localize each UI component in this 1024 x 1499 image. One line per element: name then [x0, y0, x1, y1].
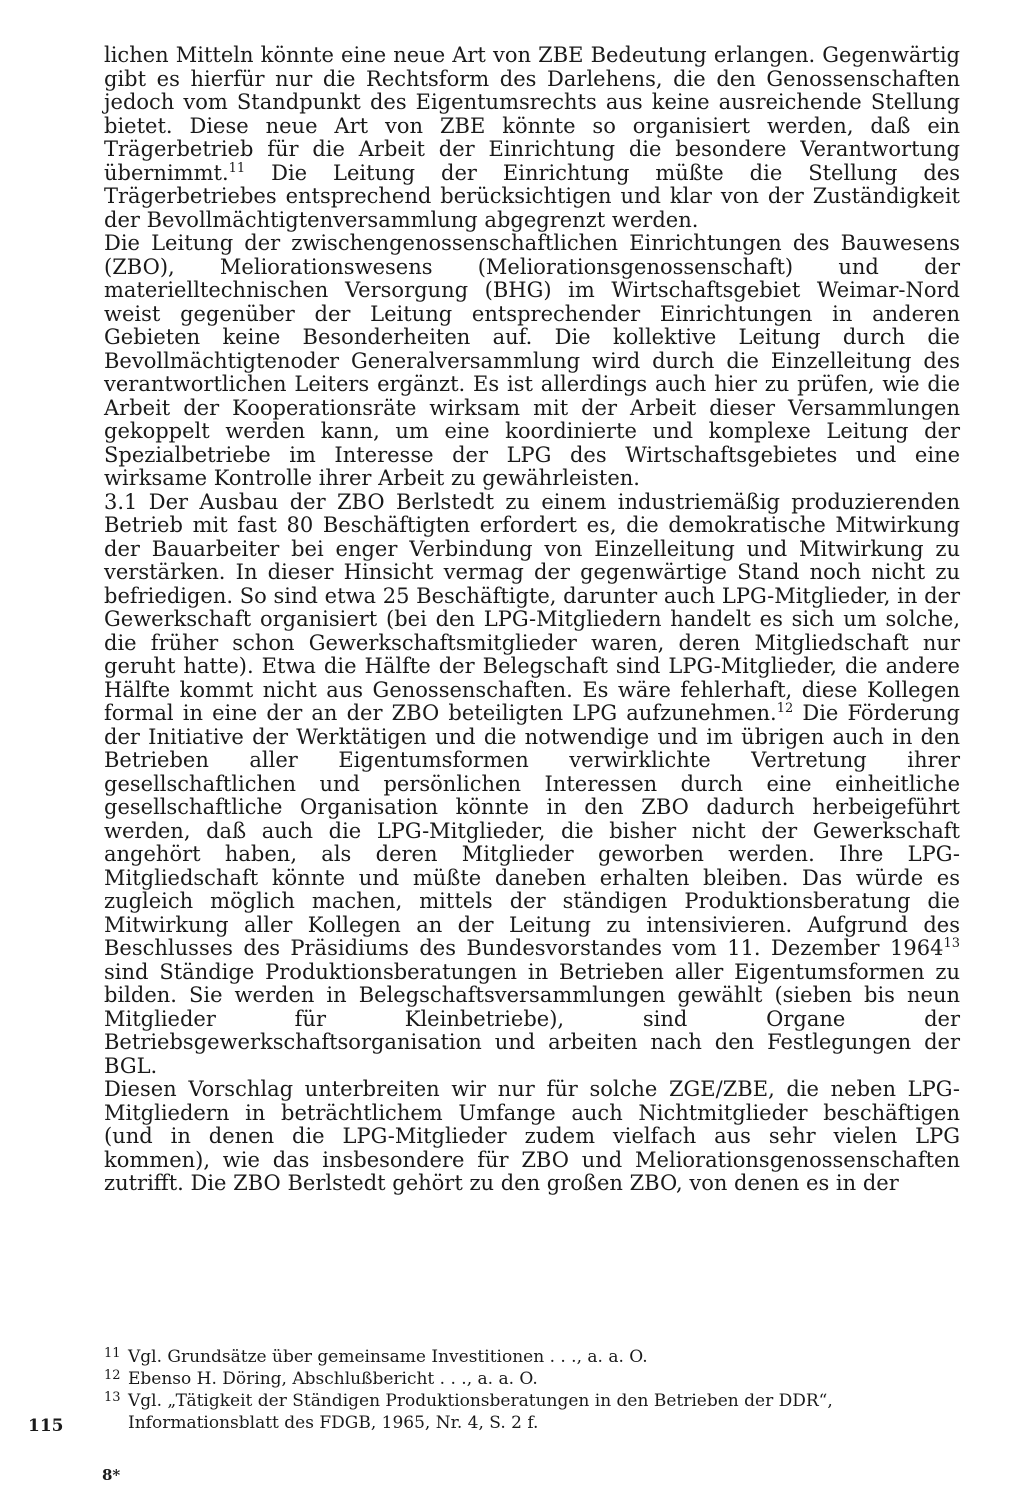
- footnote-text: Vgl. „Tätigkeit der Ständigen Produktionsberatungen in den Betrieben der DDR“, Informationsblatt des FDGB, 1965, Nr. 4, S. 2 f.: [128, 1391, 833, 1433]
- footnote-text: Vgl. Grundsätze über gemeinsame Investitionen . . ., a. a. O.: [128, 1347, 648, 1367]
- footnote-ref-12[interactable]: 12: [776, 701, 794, 716]
- footnote-text: Ebenso H. Döring, Abschlußbericht . . ., a. a. O.: [128, 1369, 538, 1389]
- main-text: [104, 44, 960, 1196]
- footnote-12: [104, 1368, 960, 1390]
- printer-signature-mark: 8*: [102, 1466, 121, 1484]
- footnotes: [104, 1346, 960, 1434]
- paragraph-4: Diesen Vorschlag unterbreiten wir nur für solche ZGE/ZBE, die neben LPG-Mitgliedern in beträchtlichem Umfange auch Nichtmitglieder beschäftigen (und in denen die LPG-Mitglieder zudem vielfach aus sehr vielen LPG kommen), wie das insbesondere für ZBO und Meliorationsgenossenschaften zutrifft. Die ZBO Berlstedt gehört zu den großen ZBO, von denen es in der: [104, 1077, 960, 1195]
- paragraph-3: [104, 491, 960, 1079]
- page-number: 115: [28, 1416, 64, 1436]
- footnote-number: 12: [104, 1368, 121, 1383]
- footnote-11: [104, 1346, 960, 1368]
- paragraph-3-text: 3.1 Der Ausbau der ZBO Berlstedt zu einem industriemäßig produzierenden Betrieb mit fast 80 Beschäftigten erfordert es, die demokratische Mitwirkung der Bauarbeiter bei enger Verbindung von Einzelleitung und Mitwirkung zu verstärken. In dieser Hinsicht vermag der gegenwärtige Stand noch nicht zu befriedigen. So sind etwa 25 Beschäftigte, darunter auch LPG-Mitglieder, in der Gewerkschaft organisiert (bei den LPG-Mitgliedern handelt es sich um solche, die früher schon Gewerkschaftsmitglieder waren, deren Mitgliedschaft nur geruht hatte). Etwa die Hälfte der Belegschaft sind LPG-Mitglieder, die andere Hälfte kommt nicht aus Genossenschaften. Es wäre fehlerhaft, diese Kollegen formal in eine der an der ZBO beteiligten LPG aufzunehmen.: [104, 489, 960, 725]
- footnote-13: [104, 1390, 960, 1434]
- paragraph-3-continued-2: sind Ständige Produktionsberatungen in Betrieben aller Eigentumsformen zu bilden. Sie werden in Belegschaftsversammlungen gewählt (sieben bis neun Mitglieder für Kleinbetriebe), sind Organe der Betriebsgewerkschaftsorganisation und arbeiten nach den Festlegungen der BGL.: [104, 959, 960, 1078]
- footnote-number: 11: [104, 1346, 121, 1361]
- paragraph-1: [104, 44, 960, 232]
- paragraph-1-text: lichen Mitteln könnte eine neue Art von ZBE Bedeutung erlangen. Gegenwärtig gibt es hierfür nur die Rechtsform des Darlehens, die den Genossenschaften jedoch vom Standpunkt des Eigentumsrechts aus keine ausreichende Stellung bietet. Diese neue Art von ZBE könnte so organisiert werden, daß ein Trägerbetrieb für die Arbeit der Einrichtung die besondere Verantwortung übernimmt.: [104, 43, 960, 185]
- footnote-ref-13[interactable]: 13: [943, 936, 960, 951]
- paragraph-3-continued: Die Förderung der Initiative der Werktätigen und die notwendige und im übrigen auch in den Betrieben aller Eigentumsformen verwirklichte Vertretung ihrer gesellschaftlichen und persönlichen Interessen durch eine einheitliche gesellschaftliche Organisation könnte in den ZBO dadurch herbeigeführt werden, daß auch die LPG-Mitglieder, die bisher nicht der Gewerkschaft angehört haben, als deren Mitglieder geworben werden. Ihre LPG-Mitgliedschaft könnte und müßte daneben erhalten bleiben. Das würde es zugleich möglich machen, mittels der ständigen Produktionsberatung die Mitwirkung aller Kollegen an der Leitung zu intensivieren. Aufgrund des Beschlusses des Präsidiums des Bundesvorstandes vom 11. Dezember 1964: [104, 701, 960, 960]
- footnote-number: 13: [104, 1390, 121, 1405]
- paragraph-1-continued: Die Leitung der Einrichtung müßte die Stellung des Trägerbetriebes entsprechend berücksichtigen und klar von der Zuständigkeit der Bevollmächtigtenversammlung abgegrenzt werden.: [104, 160, 960, 232]
- footnote-ref-11[interactable]: 11: [228, 160, 246, 176]
- paragraph-2: Die Leitung der zwischengenossenschaftlichen Einrichtungen des Bauwesens (ZBO), Meliorationswesens (Meliorationsgenossenschaft) und der materielltechnischen Versorgung (BHG) im Wirtschaftsgebiet Weimar-Nord weist gegenüber der Leitung entsprechender Einrichtungen in anderen Gebieten keine Besonderheiten auf. Die kollektive Leitung durch die Bevollmächtigtenoder Generalversammlung wird durch die Einzelleitung des verantwortlichen Leiters ergänzt. Es ist allerdings auch hier zu prüfen, wie die Arbeit der Kooperationsräte wirksam mit der Arbeit dieser Versammlungen gekoppelt werden kann, um eine koordinierte und komplexe Leitung der Spezialbetriebe im Interesse der LPG des Wirtschaftsgebietes und eine wirksame Kontrolle ihrer Arbeit zu gewährleisten.: [104, 231, 960, 490]
